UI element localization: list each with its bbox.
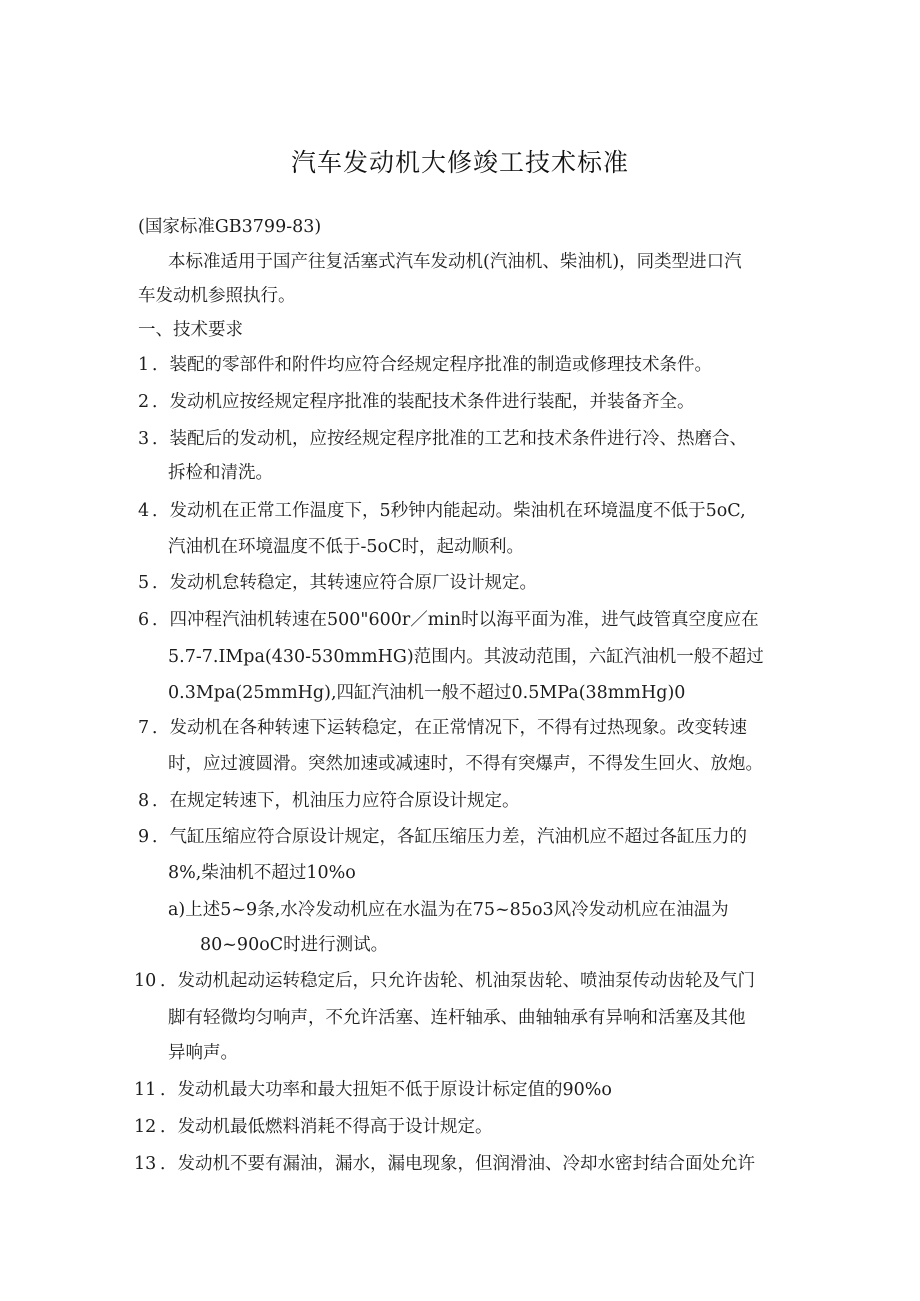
item-text: 异响声。	[168, 1043, 238, 1063]
item-text: 5.7-7.IMpa(430-530mmHG)范围内。其波动范围，六缸汽油机一般不超过	[168, 647, 764, 667]
item-text: ．气缸压缩应符合原设计规定，各缸压缩压力差，汽油机应不超过各缸压力的	[152, 827, 747, 847]
item-text: ．发动机不要有漏油，漏水，漏电现象，但润滑油、冷却水密封结合面处允许	[160, 1154, 755, 1174]
item-text: ．发动机起动运转稳定后，只允许齿轮、机油泵齿轮、喷油泵传动齿轮及气门	[160, 971, 755, 991]
item-number: 7	[138, 718, 150, 738]
item-text: ．发动机在正常工作温度下，5秒钟内能起动。柴油机在环境温度不低于5oC,	[152, 501, 746, 521]
item-text: 拆检和清洗。	[168, 463, 273, 483]
item-text: 时，应过渡圆滑。突然加速或减速时，不得有突爆声，不得发生回火、放炮。	[168, 754, 763, 774]
item-text: ．装配的零部件和附件均应符合经规定程序批准的制造或修理技术条件。	[152, 355, 712, 375]
item-text: ．发动机最大功率和最大扭矩不低于原设计标定值的90%o	[160, 1080, 612, 1100]
subitem-text: a)上述5~9条,水冷发动机应在水温为在75~85o3风冷发动机应在油温为	[168, 900, 729, 920]
item-number: 5	[138, 573, 150, 593]
item-text: 0.3Mpa(25mmHg),四缸汽油机一般不超过0.5MPa(38mmHg)0	[168, 683, 686, 703]
section-heading: 一、技术要求	[138, 320, 243, 340]
item-number: 8	[138, 791, 150, 811]
item-number: 9	[138, 827, 150, 847]
intro-line: 车发动机参照执行。	[138, 286, 296, 306]
page-title: 汽车发动机大修竣工技术标准	[290, 148, 629, 177]
item-text: ．四冲程汽油机转速在500"600r／min时以海平面为准，进气歧管真空度应在	[152, 610, 759, 630]
item-text: ．发动机最低燃料消耗不得高于设计规定。	[160, 1117, 493, 1137]
item-text: 脚有轻微均匀响声，不允许活塞、连杆轴承、曲轴轴承有异响和活塞及其他	[168, 1008, 746, 1028]
item-text: 汽油机在环境温度不低于-5oC时，起动顺利。	[168, 537, 524, 557]
standard-reference: (国家标准GB3799-83)	[138, 217, 322, 237]
item-text: ．在规定转速下，机油压力应符合原设计规定。	[152, 791, 520, 811]
item-text: ．发动机怠转稳定，其转速应符合原厂设计规定。	[152, 573, 537, 593]
item-number: 11	[134, 1080, 157, 1100]
item-number: 4	[138, 501, 150, 521]
item-number: 12	[134, 1117, 157, 1137]
subitem-text: 80~90oC时进行测试。	[200, 935, 389, 955]
item-number: 13	[134, 1154, 157, 1174]
item-number: 1	[138, 355, 150, 375]
item-text: ．装配后的发动机，应按经规定程序批准的工艺和技术条件进行冷、热磨合、	[152, 429, 747, 449]
item-text: ．发动机在各种转速下运转稳定，在正常情况下，不得有过热现象。改变转速	[152, 718, 747, 738]
item-number: 2	[138, 392, 150, 412]
item-text: ．发动机应按经规定程序批准的装配技术条件进行装配，并装备齐全。	[152, 392, 695, 412]
item-number: 3	[138, 429, 150, 449]
intro-line: 本标准适用于国产往复活塞式汽车发动机(汽油机、柴油机)，同类型进口汽	[168, 252, 742, 272]
item-number: 6	[138, 610, 150, 630]
item-number: 10	[134, 971, 157, 991]
item-text: 8%,柴油机不超过10%o	[168, 863, 356, 883]
